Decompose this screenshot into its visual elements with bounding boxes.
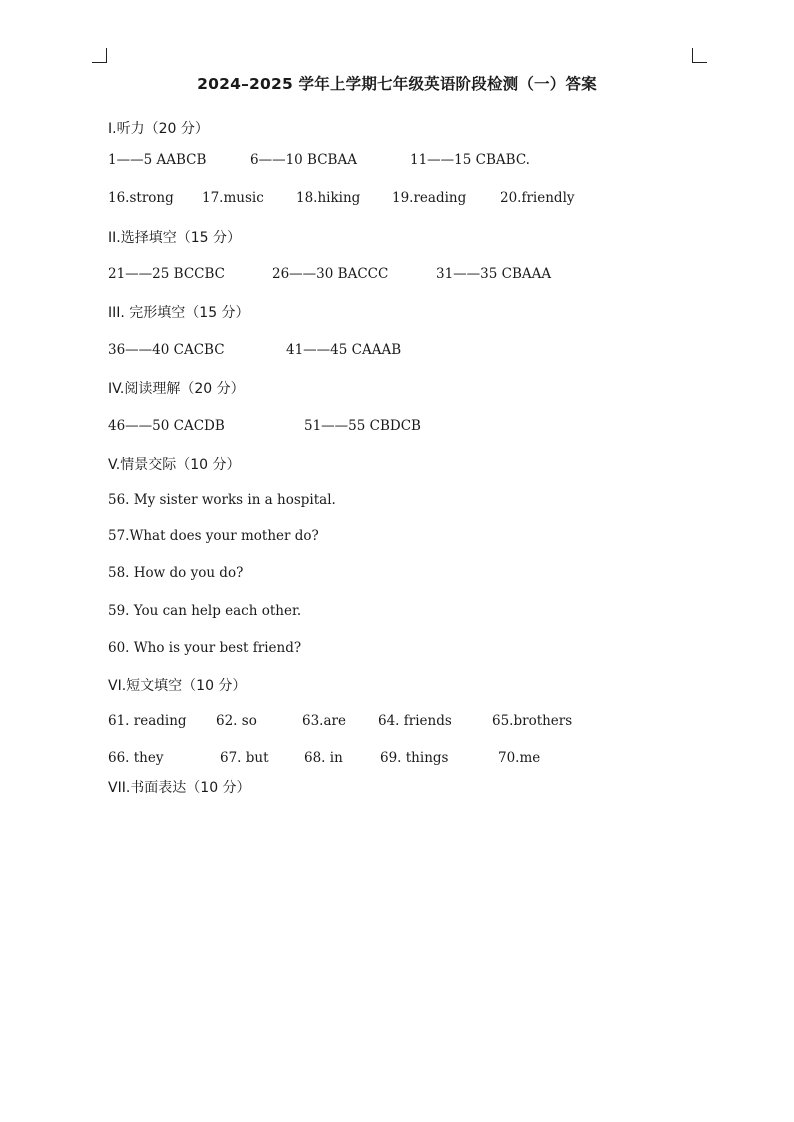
- crop-mark-top-right: [692, 48, 707, 63]
- section-cloze: III. 完形填空（15 分）: [108, 305, 250, 321]
- answer-group: 41——45 CAAAB: [286, 342, 402, 358]
- answer-sentence: 59. You can help each other.: [108, 603, 302, 619]
- answer-item: 17.music: [202, 190, 264, 206]
- answer-group: 11——15 CBABC.: [410, 152, 530, 168]
- answer-item: 19.reading: [392, 190, 467, 206]
- answer-group: 36——40 CACBC: [108, 342, 225, 358]
- answer-group: 46——50 CACDB: [108, 418, 225, 434]
- crop-mark-top-left: [92, 48, 107, 63]
- answer-group: 1——5 AABCB: [108, 152, 207, 168]
- answer-item: 69. things: [380, 750, 449, 766]
- answer-group: 21——25 BCCBC: [108, 266, 225, 282]
- answer-item: 18.hiking: [296, 190, 361, 206]
- answer-item: 16.strong: [108, 190, 174, 206]
- section-multiple-choice: II.选择填空（15 分）: [108, 230, 241, 246]
- answer-group: 26——30 BACCC: [272, 266, 389, 282]
- answer-item: 68. in: [304, 750, 343, 766]
- section-dialogue: V.情景交际（10 分）: [108, 457, 241, 473]
- answer-item: 61. reading: [108, 713, 187, 729]
- answer-item: 67. but: [220, 750, 269, 766]
- section-listening: I.听力（20 分）: [108, 121, 209, 137]
- answer-sentence: 57.What does your mother do?: [108, 528, 319, 544]
- answer-group: 6——10 BCBAA: [250, 152, 357, 168]
- page-title: 2024–2025 学年上学期七年级英语阶段检测（一）答案: [197, 75, 597, 93]
- answer-group: 31——35 CBAAA: [436, 266, 552, 282]
- section-writing: VII.书面表达（10 分）: [108, 780, 251, 796]
- answer-sentence: 60. Who is your best friend?: [108, 640, 302, 656]
- section-reading: IV.阅读理解（20 分）: [108, 381, 245, 397]
- answer-item: 62. so: [216, 713, 257, 729]
- answer-sentence: 58. How do you do?: [108, 565, 244, 581]
- answer-item: 66. they: [108, 750, 164, 766]
- answer-sentence: 56. My sister works in a hospital.: [108, 492, 336, 508]
- answer-item: 20.friendly: [500, 190, 575, 206]
- answer-group: 51——55 CBDCB: [304, 418, 421, 434]
- answer-item: 64. friends: [378, 713, 452, 729]
- section-passage-fill: VI.短文填空（10 分）: [108, 678, 247, 694]
- answer-item: 70.me: [498, 750, 541, 766]
- answer-item: 63.are: [302, 713, 346, 729]
- answer-item: 65.brothers: [492, 713, 573, 729]
